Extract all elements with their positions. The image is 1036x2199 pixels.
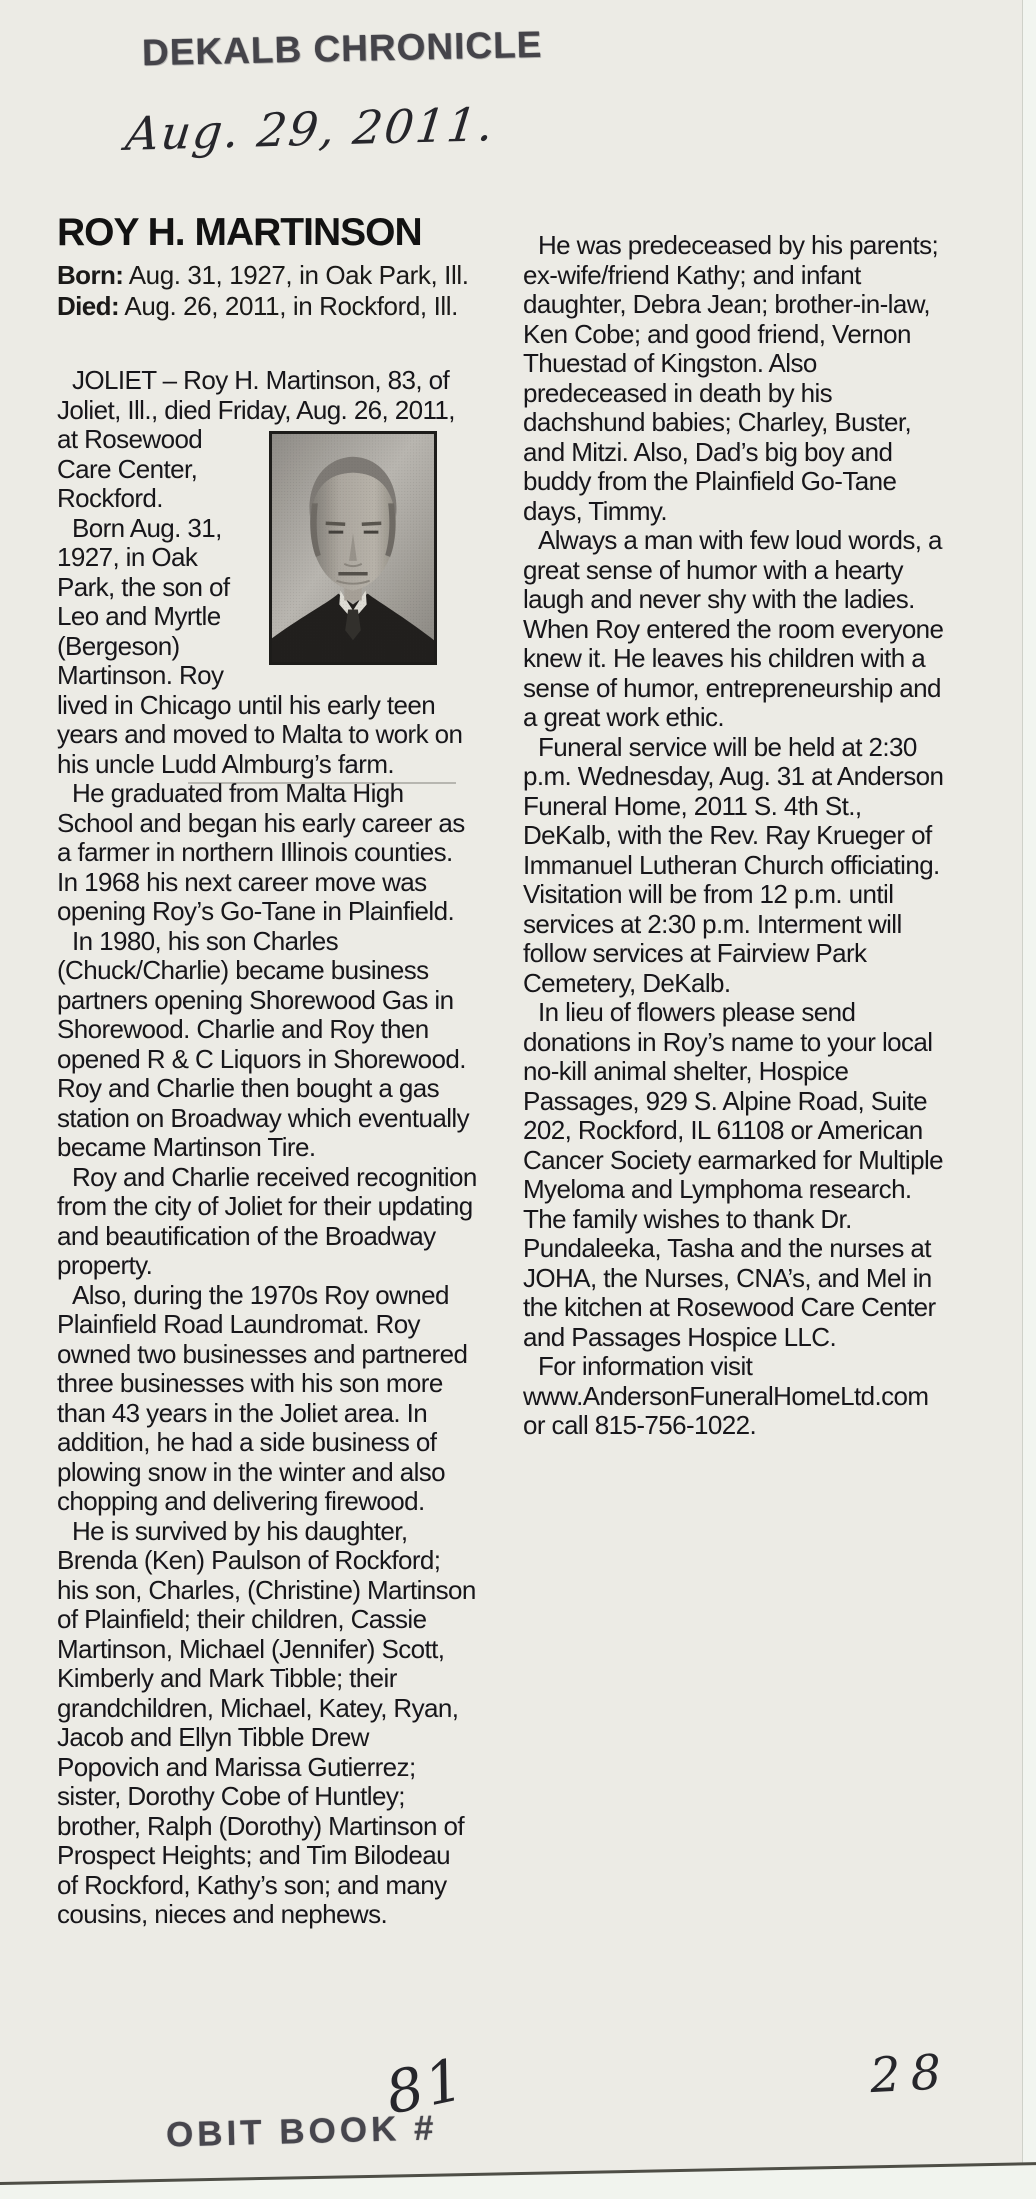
born-line — [57, 260, 487, 291]
handwritten-page-number: 28 — [868, 2043, 953, 2105]
obituary-paragraph: For information visit www.AndersonFuneralHomeLtd.com or call 815-756-1022. — [523, 1351, 929, 1440]
newspaper-name-stamp: DEKALB CHRONICLE — [141, 23, 543, 74]
obituary-paragraph: He graduated from Malta High School and began his early career as a farmer in northern Illinois counties. In 1968 his next career move was opening Roy’s Go-Tane in Plainfield. — [57, 778, 465, 926]
obituary-paragraph: In lieu of flowers please send donations in Roy’s name to your local no-kill animal shelter, Hospice Passages, 929 S. Alpine Road, Suite 202, Rockford, IL 61108 or American Cancer Society earmarked for Multiple Myeloma and Lymphoma research. The family wishes to thank Dr. Pundaleeka, Tasha and the nurses at JOHA, the Nurses, CNA’s, and Mel in the kitchen at Rosewood Care Center and Passages Hospice LLC. — [523, 997, 943, 1352]
paper-crease-line — [188, 782, 456, 784]
obituary-headline: ROY H. MARTINSON — [57, 211, 422, 254]
obituary-paragraph: Born Aug. 31, 1927, in Oak Park, the son of Leo and Myrtle (Bergeson) Martinson. Roy lived in Chicago until his early teen years and moved to Malta to work on his uncle Ludd Almburg’s farm. — [57, 512, 463, 779]
obituary-paragraph: Always a man with few loud words, a great sense of humor with a hearty laugh and never shy with the ladies. When Roy entered the room everyone knew it. He leaves his children with a sense of humor, entrepreneurship and a great work ethic. — [523, 525, 944, 732]
obituary-right-column — [523, 231, 944, 1441]
obituary-paragraph: Funeral service will be held at 2:30 p.m. Wednesday, Aug. 31 at Anderson Funeral Home, 2011 S. 4th St., DeKalb, with the Rev. Ray Krueger of Immanuel Lutheran Church officiating. Visitation will be from 12 p.m. until services at 2:30 p.m. Interment will follow services at Fairview Park Cemetery, DeKalb. — [523, 731, 944, 998]
born-label: Born: — [57, 260, 124, 290]
handwritten-obit-book-number: 81 — [379, 2044, 473, 2128]
obituary-paragraph: He was predeceased by his parents; ex-wife/friend Kathy; and infant daughter, Debra Jean; brother-in-law, Ken Cobe; and good friend, Vernon Thuestad of Kingston. Also predeceased in death by his dachshund babies; Charley, Buster, and Mitzi. Also, Dad’s big boy and buddy from the Plainfield Go-Tane days, Timmy. — [523, 230, 939, 526]
paragraph-text: 26, 2011, at Rosewood Care Center, Rockford. — [57, 394, 455, 513]
died-line — [57, 291, 487, 322]
handwritten-date: Aug. 29, 2011. — [122, 97, 499, 161]
clipping-bottom-edge — [0, 2162, 1036, 2199]
obituary-paragraph: In 1980, his son Charles (Chuck/Charlie) became business partners opening Shorewood Gas in Shorewood. Charlie and Roy then opened R & C Liquors in Shorewood. Roy and Charlie then bought a gas station on Broadway which eventually became Martinson Tire. — [57, 925, 469, 1162]
obituary-left-column — [57, 366, 477, 1930]
scanner-right-edge — [1022, 0, 1036, 2199]
obituary-paragraph: Also, during the 1970s Roy owned Plainfield Road Laundromat. Roy owned two businesses and partnered three businesses with his son more than 43 years in the Joliet area. In addition, he had a side business of plowing snow in the winter and also chopping and delivering firewood. — [57, 1279, 468, 1516]
died-label: Died: — [57, 291, 120, 321]
paragraph-text: JOLIET – Roy H. Martinson, 83, of Joliet, Ill., died Friday, Aug. — [57, 365, 450, 425]
obituary-paragraph — [57, 366, 477, 514]
died-value: Aug. 26, 2011, in Rockford, Ill. — [119, 291, 458, 321]
obituary-paragraph: Roy and Charlie received recognition from the city of Joliet for their updating and beautification of the Broadway property. — [57, 1161, 477, 1280]
born-value: Aug. 31, 1927, in Oak Park, Ill. — [123, 260, 469, 290]
portrait-photo — [269, 431, 437, 665]
obituary-header — [57, 212, 487, 322]
obituary-paragraph: He is survived by his daughter, Brenda (Ken) Paulson of Rockford; his son, Charles, (Christine) Martinson of Plainfield; their children, Cassie Martinson, Michael (Jennifer) Scott, Kimberly and Mark Tibble; their grandchildren, Michael, Katey, Ryan, Jacob and Ellyn Tibble Drew Popovich and Marissa Gutierrez; sister, Dorothy Cobe of Huntley; brother, Ralph (Dorothy) Martinson of Prospect Heights; and Tim Bilodeau of Rockford, Kathy’s son; and many cousins, nieces and nephews. — [57, 1515, 476, 1929]
obit-book-stamp: OBIT BOOK # — [165, 2108, 438, 2155]
